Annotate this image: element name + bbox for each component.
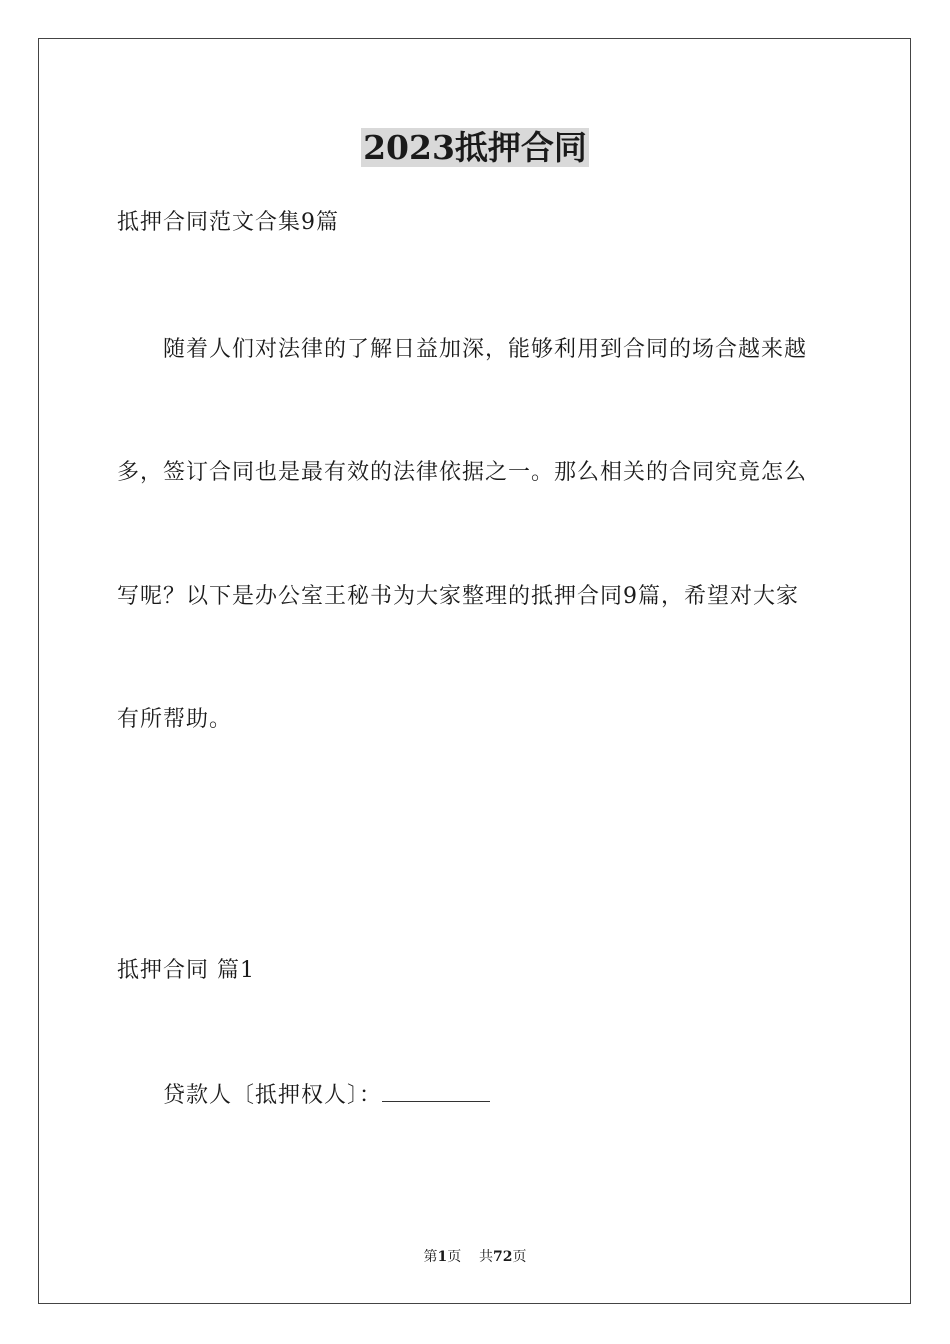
document-subtitle: 抵押合同范文合集9篇 [117, 210, 339, 235]
footer-total-suffix: 页 [512, 1249, 527, 1265]
intro-line-1: 随着人们对法律的了解日益加深，能够利用到合同的场合越来越 [163, 337, 808, 362]
footer-page-suffix: 页 [447, 1249, 462, 1265]
intro-line-2: 多，签订合同也是最有效的法律依据之一。那么相关的合同究竟怎么 [117, 460, 808, 485]
document-title [0, 126, 950, 170]
footer-page-prefix: 第 [423, 1249, 438, 1265]
footer-total-prefix: 共 [479, 1249, 494, 1265]
section-heading: 抵押合同 篇1 [117, 958, 255, 983]
footer-page-number: 1 [437, 1249, 448, 1265]
intro-line-4: 有所帮助。 [117, 707, 233, 732]
lender-field [163, 1081, 490, 1111]
lender-label: 贷款人〔抵押权人〕： [163, 1083, 383, 1108]
document-title-text: 2023抵押合同 [363, 128, 587, 167]
lender-blank-line [382, 1081, 490, 1102]
footer-total-pages: 72 [493, 1249, 513, 1265]
intro-line-3: 写呢？以下是办公室王秘书为大家整理的抵押合同9篇，希望对大家 [117, 584, 799, 609]
page-footer [0, 1247, 950, 1267]
